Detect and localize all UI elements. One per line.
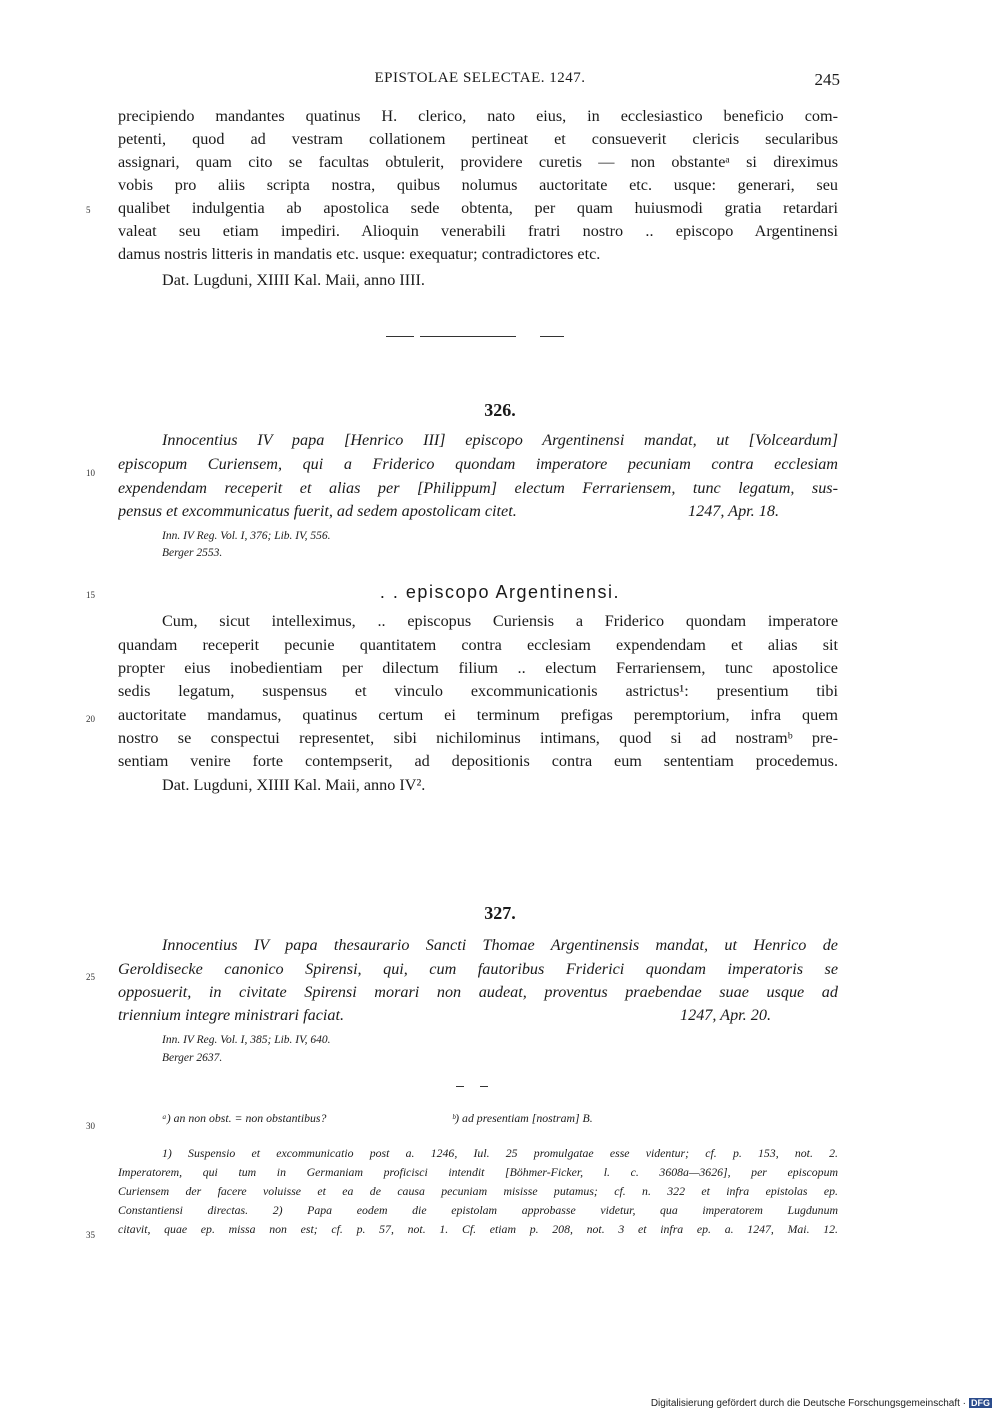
register-reference: Berger 2553. [162,547,223,559]
sponsor-notice [651,1398,992,1409]
register-reference: Inn. IV Reg. Vol. I, 385; Lib. IV, 640. [162,1034,331,1046]
text-line: vobis pro aliis scripta nostra, quibus nolumus auctoritate etc. usque: generari, seu [118,176,838,194]
footnote-line: Curiensem der facere voluisse et ea de causa pecuniam misisse putamus; cf. n. 322 et infra epistolas ep. [118,1184,838,1198]
text-line: damus nostris litteris in mandatis etc. usque: exequatur; contradictores etc. [118,245,601,263]
text-line: auctoritate mandamus, quatinus certum ei terminum prefigas peremptorium, infra quem [118,706,838,724]
separator-rule [480,1086,488,1087]
line-number: 30 [86,1121,95,1131]
address-line: . . episcopo Argentinensi. [379,582,621,602]
text-line: quandam receperit pecunie quantitatem contra ecclesiam expendendam et alias sit [118,636,838,654]
footnote-line: 1) Suspensio et excommunicatio post a. 1246, Iul. 25 promulgatae esse videntur; cf. p. 153, not. 2. [162,1146,838,1160]
document-number: 327. [484,903,516,923]
summary-line: Innocentius IV papa [Henrico III] episcopo Argentinensi mandat, ut [Volceardum] [162,431,838,449]
summary-date: 1247, Apr. 20. [680,1006,771,1024]
text-line: Cum, sicut intelleximus, .. episcopus Curiensis a Friderico quondam imperatore [162,612,838,630]
text-line: petenti, quod ad vestram collationem pertineat et consueverit clericis secularibus [118,130,838,148]
page-number: 245 [814,70,840,89]
summary-line: expendendam receperit et alias per [Philippum] electum Ferrariensem, tunc legatum, sus- [118,479,838,497]
sponsor-text: Digitalisierung gefördert durch die Deutsche Forschungsgemeinschaft · [650,1398,966,1409]
line-number: 25 [86,972,95,982]
text-line: propter eius inobedientiam per dilectum filium .. electum Ferrariensem, tunc apostolice [118,659,838,677]
text-line: valeat seu etiam impediri. Alioquin venerabili fratri nostro .. episcopo Argentinensi [118,222,838,240]
summary-line: episcopum Curiensem, qui a Friderico quondam imperatore pecuniam contra ecclesiam [118,455,838,473]
register-reference: Berger 2637. [162,1052,223,1064]
page-header [120,70,840,94]
date-line: Dat. Lugduni, XIIII Kal. Maii, anno IIII. [162,271,425,289]
text-line: nostro se conspectui representet, sibi nichilominus intimans, quod si ad nostramᵇ pre- [118,729,838,747]
footnote-line: Imperatorem, qui tum in Germaniam proficisci intendit [Böhmer-Ficker, l. c. 3608a—3626], per episcopum [118,1165,838,1179]
footnote-line: citavit, quae ep. missa non est; cf. p. 57, not. 1. Cf. etiam p. 208, not. 3 et infra ep. a. 1247, Mai. 12. [118,1222,838,1236]
variant-note: ᵃ) an non obst. = non obstantibus? [162,1111,327,1125]
dfg-logo: DFG [971,1398,990,1408]
line-number: 35 [86,1230,95,1240]
separator-rule [540,336,564,337]
separator-rule [420,336,516,337]
register-reference: Inn. IV Reg. Vol. I, 376; Lib. IV, 556. [162,530,331,542]
document-number: 326. [484,400,516,420]
summary-line: Innocentius IV papa thesaurario Sancti Thomae Argentinensis mandat, ut Henrico de [162,936,838,954]
line-number: 10 [86,468,95,478]
text-line: sedis legatum, suspensus et vinculo excommunicationis astrictus¹: presentium tibi [118,682,838,700]
line-number: 20 [86,714,95,724]
date-line: Dat. Lugduni, XIIII Kal. Maii, anno IV². [162,776,426,794]
summary-date: 1247, Apr. 18. [688,502,779,520]
separator-rule [386,336,414,337]
separator-rule [456,1086,464,1087]
text-line: precipiendo mandantes quatinus H. clerico, nato eius, in ecclesiastico beneficio com- [118,107,838,125]
text-line: assignari, quam cito se facultas obtulerit, providere curetis — non obstanteᵃ si direximus [118,153,838,171]
summary-line: triennium integre ministrari faciat. [118,1006,345,1024]
variant-note: ᵇ) ad presentiam [nostram] B. [452,1111,593,1125]
summary-line: Geroldisecke canonico Spirensi, qui, cum fautoribus Friderici quondam imperatoris se [118,960,838,978]
line-number: 15 [86,590,95,600]
text-line: qualibet indulgentia ab apostolica sede obtenta, per quam huiusmodi gratia retardari [118,199,838,217]
line-number: 5 [86,205,91,215]
running-title: EPISTOLAE SELECTAE. 1247. [374,70,586,86]
summary-line: opposuerit, in civitate Spirensi morari non audeat, proventus praebendae suae usque ad [118,983,838,1001]
summary-line: pensus et excommunicatus fuerit, ad sedem apostolicam citet. [118,502,517,520]
text-line: sentiam venire forte contempserit, ad depositionis contra eum sententiam procedemus. [118,752,838,770]
footnote-line: Constantiensi directas. 2) Papa eodem die epistolam approbasse videtur, qua imperatorem Lugdunum [118,1203,838,1217]
